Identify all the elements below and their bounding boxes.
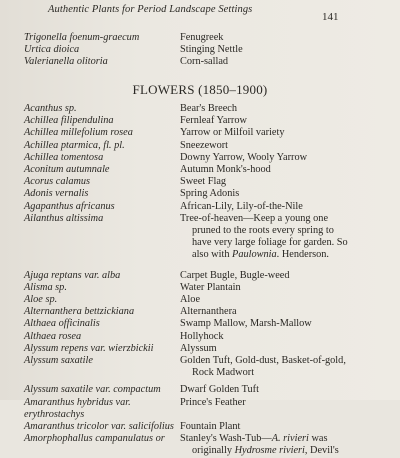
common-name-line: Water Plantain: [180, 281, 241, 293]
common-name-line: Prince's Feather: [180, 396, 246, 408]
common-name-line: Aloe: [180, 294, 201, 305]
botanical-name: Urtica dioica: [24, 44, 80, 56]
common-name-line: Fernleaf Yarrow: [180, 115, 247, 127]
common-name-line: Dwarf Golden Tuft: [180, 384, 259, 396]
botanical-name: Aconitum autumnale: [24, 164, 110, 175]
section-heading: FLOWERS (1850–1900): [132, 82, 268, 97]
botanical-name: Agapanthus africanus: [24, 200, 115, 212]
botanical-name: Achillea millefolium rosea: [24, 127, 133, 139]
common-name: [180, 384, 380, 396]
common-name-line: Rock Madwort: [192, 367, 255, 379]
common-name: [180, 127, 380, 139]
common-name-line: originally Hydrosme rivieri, Devil's: [192, 445, 339, 457]
common-name-line: Fountain Plant: [180, 421, 241, 432]
common-name-line: Alternanthera: [180, 306, 237, 318]
common-name-line: Stanley's Wash-Tub—A. rivieri was: [180, 433, 328, 445]
common-name-line: Stinging Nettle: [180, 44, 243, 56]
common-name: [180, 433, 380, 457]
page-number: 141: [322, 11, 339, 23]
common-name-line: Golden Tuft, Gold-dust, Basket-of-gold,: [180, 355, 346, 366]
common-name: [180, 188, 380, 200]
common-name: [180, 176, 380, 188]
common-name: [180, 270, 380, 282]
common-name: [180, 152, 380, 164]
common-name-line: have very large foliage for garden. So: [192, 237, 348, 249]
common-name: [180, 294, 380, 306]
botanical-name: Alyssum repens var. wierzbickii: [24, 342, 154, 354]
botanical-name: Althaea rosea: [24, 330, 82, 342]
common-name: [180, 164, 380, 176]
common-name-line: Fenugreek: [180, 32, 224, 43]
botanical-name: erythrostachys: [24, 408, 85, 420]
botanical-name: Alyssum saxatile: [24, 355, 93, 366]
botanical-name: Alternanthera bettzickiana: [24, 306, 135, 318]
common-name-line: Tree-of-heaven—Keep a young one: [180, 212, 329, 224]
common-name: [180, 201, 380, 213]
common-name-line: Hollyhock: [180, 330, 224, 342]
common-name-line: Swamp Mallow, Marsh-Mallow: [180, 318, 312, 330]
common-name: [180, 103, 380, 115]
common-name-line: Carpet Bugle, Bugle-weed: [180, 269, 290, 281]
common-name-line: Bear's Breech: [180, 103, 238, 114]
common-name-line: also with Paulownia. Henderson.: [192, 249, 330, 261]
common-name-line: Spring Adonis: [180, 188, 240, 200]
common-name-line: Yarrow or Milfoil variety: [180, 127, 285, 139]
botanical-name: Alisma sp.: [24, 281, 67, 293]
botanical-name: Ajuga reptans var. alba: [24, 269, 121, 281]
common-name: [180, 213, 380, 262]
common-name-line: African-Lily, Lily-of-the-Nile: [180, 200, 303, 212]
botanical-name: Achillea ptarmica, fl. pl.: [24, 139, 125, 151]
common-name: [180, 421, 380, 433]
common-name: [180, 306, 380, 318]
common-name: [180, 355, 380, 379]
common-name-line: Sweet Flag: [180, 176, 227, 188]
running-head: Authentic Plants for Period Landscape Settings: [48, 4, 253, 15]
botanical-name: Aloe sp.: [24, 294, 58, 305]
botanical-name: Amaranthus hybridus var.: [24, 396, 131, 408]
botanical-name: Valerianella olitoria: [24, 56, 108, 68]
common-name: [180, 397, 380, 409]
common-name: [180, 343, 380, 355]
common-name: [180, 331, 380, 343]
common-name-line: Corn-sallad: [180, 56, 229, 68]
common-name: [180, 282, 380, 294]
botanical-name: Adonis vernalis: [24, 188, 89, 200]
botanical-name: Alyssum saxatile var. compactum: [24, 384, 161, 396]
common-name: [180, 140, 380, 152]
common-name-line: Autumn Monk's-hood: [180, 164, 271, 175]
common-name: [180, 44, 380, 56]
common-name: [180, 115, 380, 127]
botanical-name: Trigonella foenum-graecum: [24, 32, 140, 43]
common-name-line: pruned to the roots every spring to: [192, 225, 334, 236]
botanical-name: Ailanthus altissima: [24, 212, 104, 224]
botanical-name: Achillea tomentosa: [24, 151, 104, 163]
botanical-name: Achillea filipendulina: [24, 115, 114, 127]
common-name: [180, 318, 380, 330]
common-name-line: Downy Yarrow, Wooly Yarrow: [180, 151, 308, 163]
botanical-name: Amorphophallus campanulatus or: [24, 433, 165, 445]
common-name: [180, 56, 380, 68]
common-name: [180, 32, 380, 44]
common-name-line: Alyssum: [180, 342, 217, 354]
botanical-name: Acorus calamus: [24, 176, 91, 188]
botanical-name: Althaea officinalis: [24, 318, 100, 330]
botanical-name: Amaranthus tricolor var. salicifolius: [24, 421, 174, 432]
common-name-line: Sneezewort: [180, 139, 229, 151]
botanical-name: Acanthus sp.: [24, 103, 77, 114]
